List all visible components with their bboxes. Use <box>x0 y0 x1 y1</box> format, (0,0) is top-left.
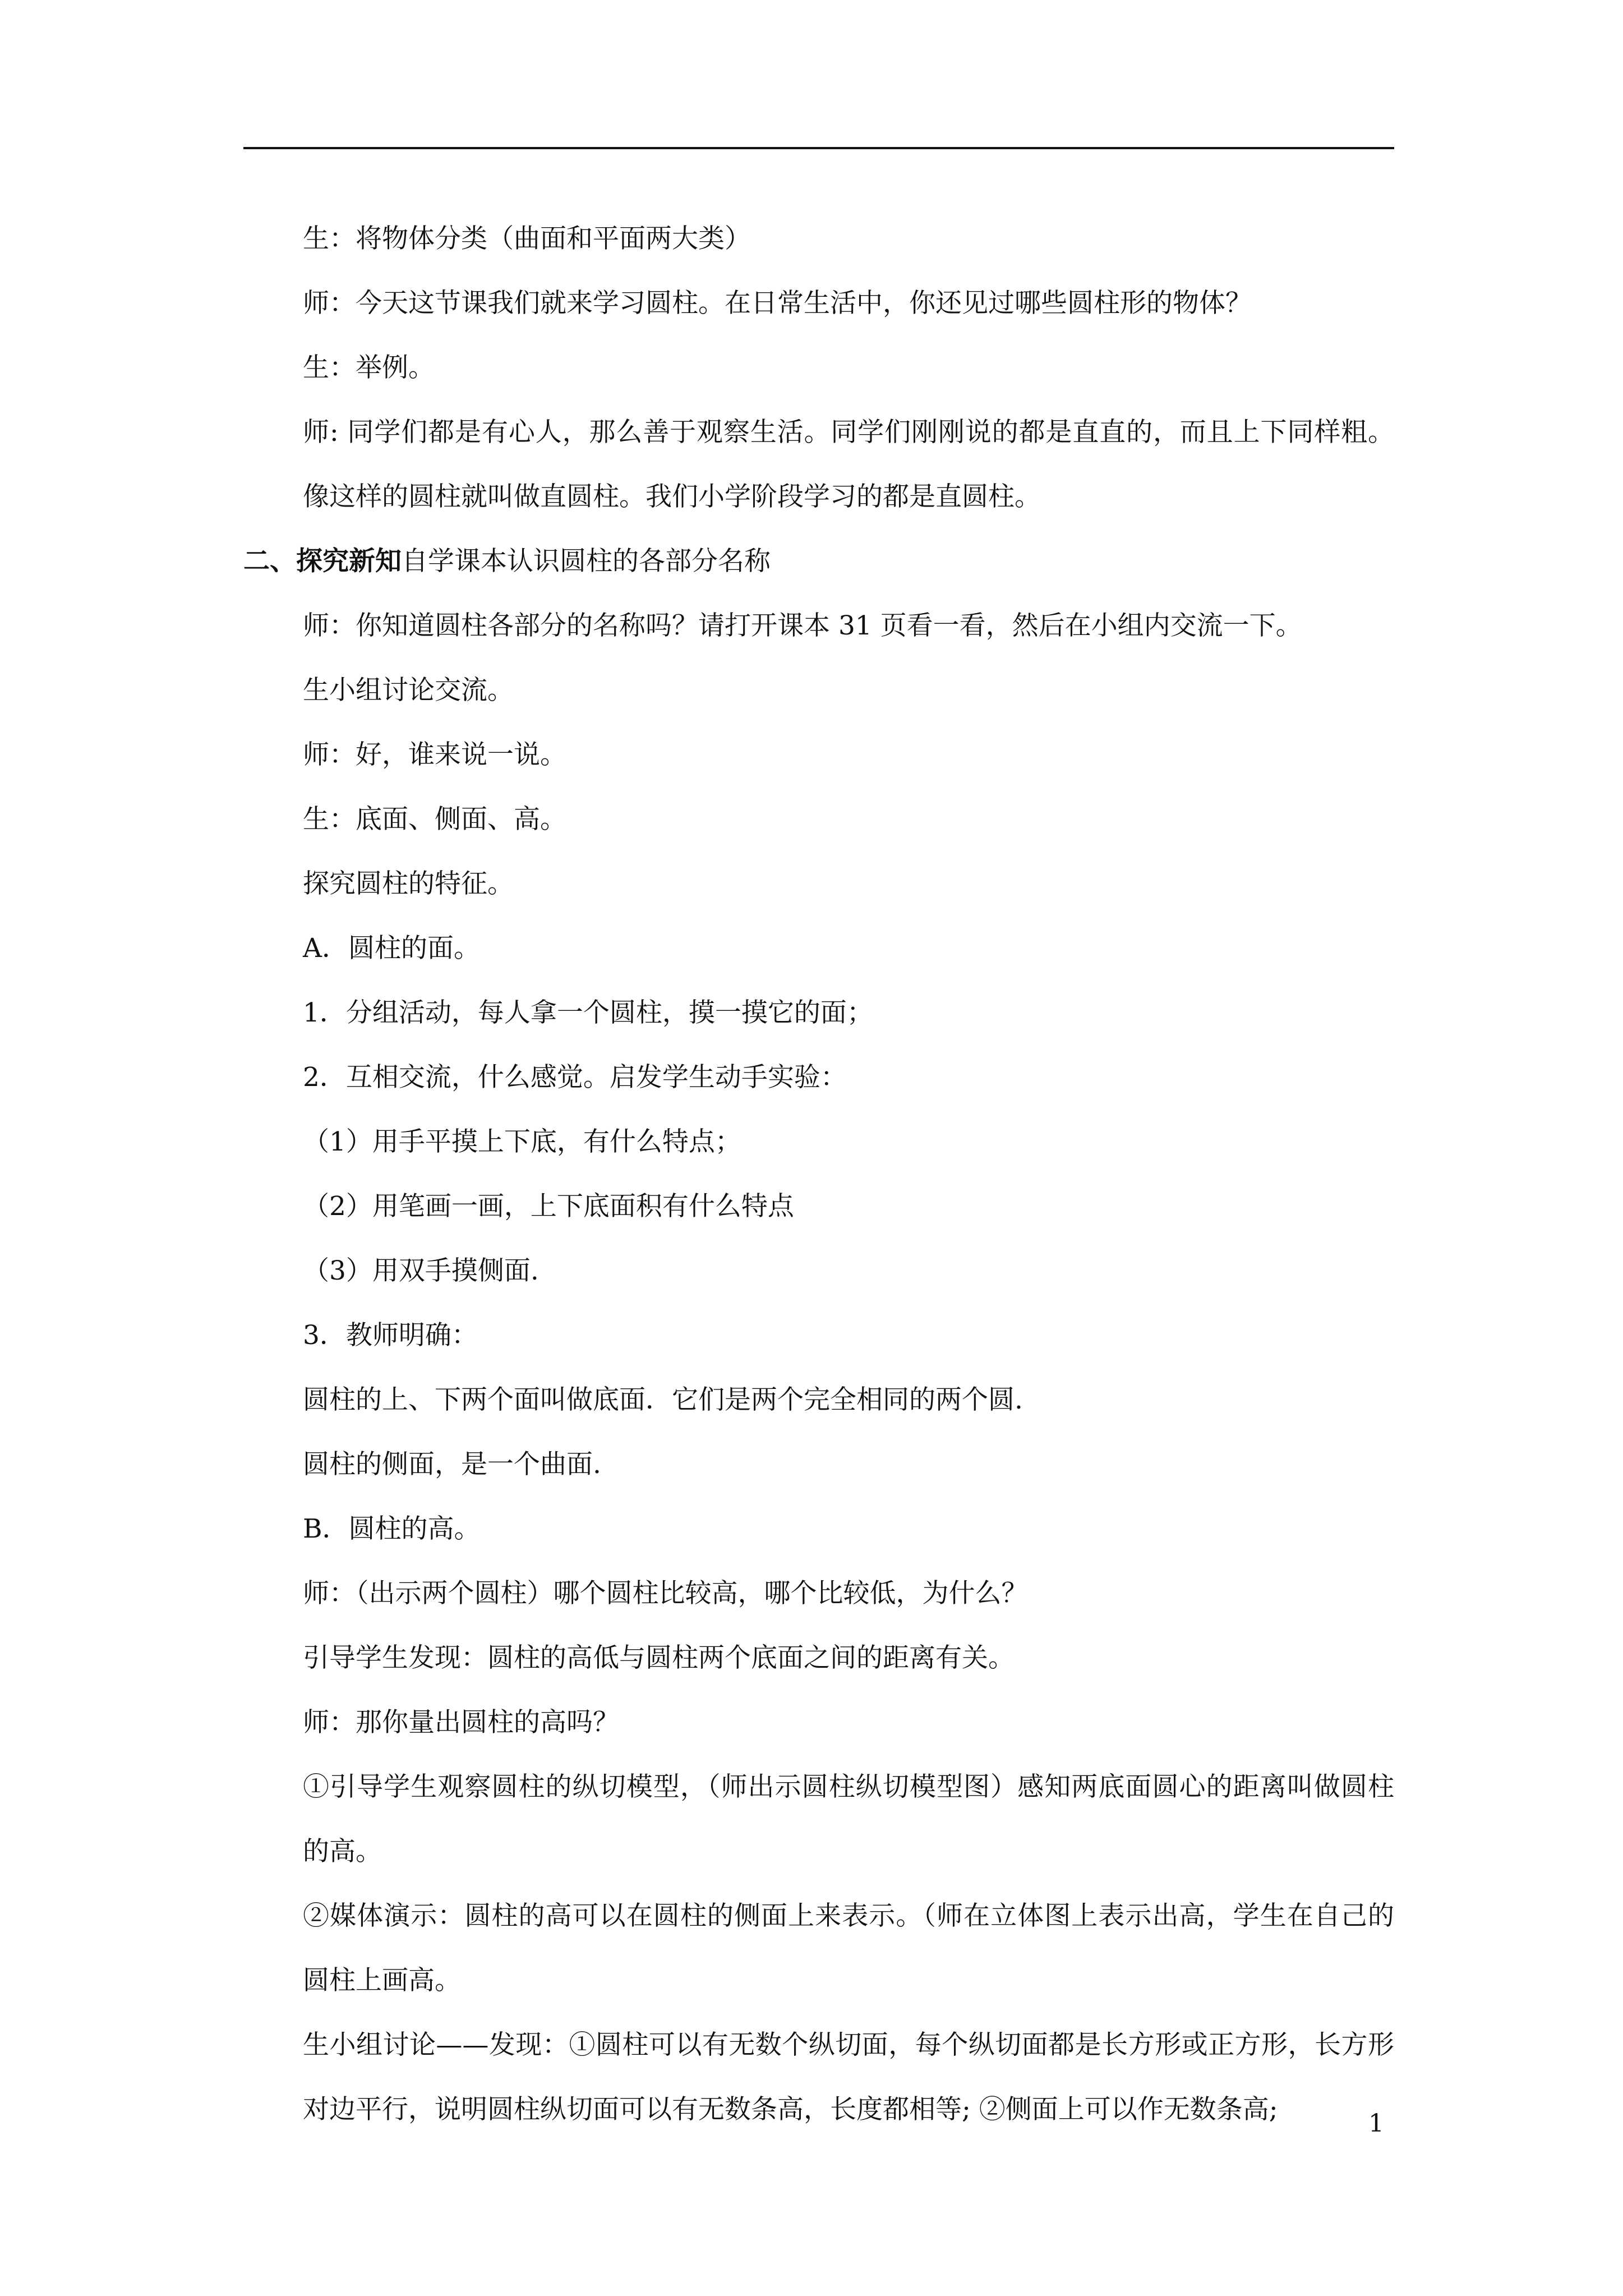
paragraph: 师：那你量出圆柱的高吗？ <box>303 1707 619 1738</box>
paragraph: B．圆柱的高。 <box>303 1513 481 1544</box>
paragraph: 生小组讨论交流。 <box>303 675 514 706</box>
section-heading-bold: 二、探究新知 <box>243 546 402 577</box>
paragraph: 探究圆柱的特征。 <box>303 868 514 899</box>
paragraph: 圆柱的上、下两个面叫做底面．它们是两个完全相同的两个圆. <box>303 1384 1023 1415</box>
paragraph: 引导学生发现：圆柱的高低与圆柱两个底面之间的距离有关。 <box>303 1642 1015 1673</box>
paragraph: （1）用手平摸上下底，有什么特点； <box>303 1126 741 1157</box>
paragraph: （3）用双手摸侧面. <box>303 1255 539 1286</box>
paragraph: 师: 同学们都是有心人，那么善于观察生活。同学们刚刚说的都是直直的，而且上下同样粗。像这样的圆柱就叫做直圆柱。我们小学阶段学习的都是直圆柱。 <box>303 417 1394 512</box>
document-body <box>243 206 1394 2142</box>
section-heading-text: 自学课本认识圆柱的各部分名称 <box>402 546 771 577</box>
paragraph: 3．教师明确： <box>303 1320 478 1351</box>
paragraph: ②媒体演示：圆柱的高可以在圆柱的侧面上来表示。（师在立体图上表示出高，学生在自己的圆柱上画高。 <box>303 1901 1394 1996</box>
paragraph: ①引导学生观察圆柱的纵切模型，（师出示圆柱纵切模型图）感知两底面圆心的距离叫做圆柱的高。 <box>303 1772 1394 1867</box>
paragraph: （2）用笔画一画，上下底面积有什么特点 <box>303 1191 794 1222</box>
paragraph: 生：将物体分类（曲面和平面两大类） <box>303 223 751 254</box>
paragraph: A．圆柱的面。 <box>303 933 480 964</box>
paragraph: 1．分组活动，每人拿一个圆柱，摸一摸它的面； <box>303 997 873 1028</box>
page-number: 1 <box>1368 2109 1384 2138</box>
section-heading <box>243 529 1394 593</box>
paragraph: 圆柱的侧面，是一个曲面. <box>303 1449 601 1480</box>
paragraph: 生小组讨论——发现：①圆柱可以有无数个纵切面，每个纵切面都是长方形或正方形，长方形对边平行，说明圆柱纵切面可以有无数条高，长度都相等; ②侧面上可以作无数条高; <box>303 2030 1394 2125</box>
header-rule <box>243 147 1394 149</box>
paragraph: 2．互相交流，什么感觉。启发学生动手实验： <box>303 1062 847 1093</box>
paragraph: 师：你知道圆柱各部分的名称吗？请打开课本 31 页看一看，然后在小组内交流一下。 <box>303 610 1302 641</box>
paragraph: 师：今天这节课我们就来学习圆柱。在日常生活中，你还见过哪些圆柱形的物体？ <box>303 288 1252 319</box>
paragraph: 师：（出示两个圆柱）哪个圆柱比较高，哪个比较低，为什么？ <box>303 1578 1028 1609</box>
paragraph: 生：举例。 <box>303 352 435 383</box>
paragraph: 师：好，谁来说一说。 <box>303 739 566 770</box>
paragraph: 生：底面、侧面、高。 <box>303 804 566 835</box>
